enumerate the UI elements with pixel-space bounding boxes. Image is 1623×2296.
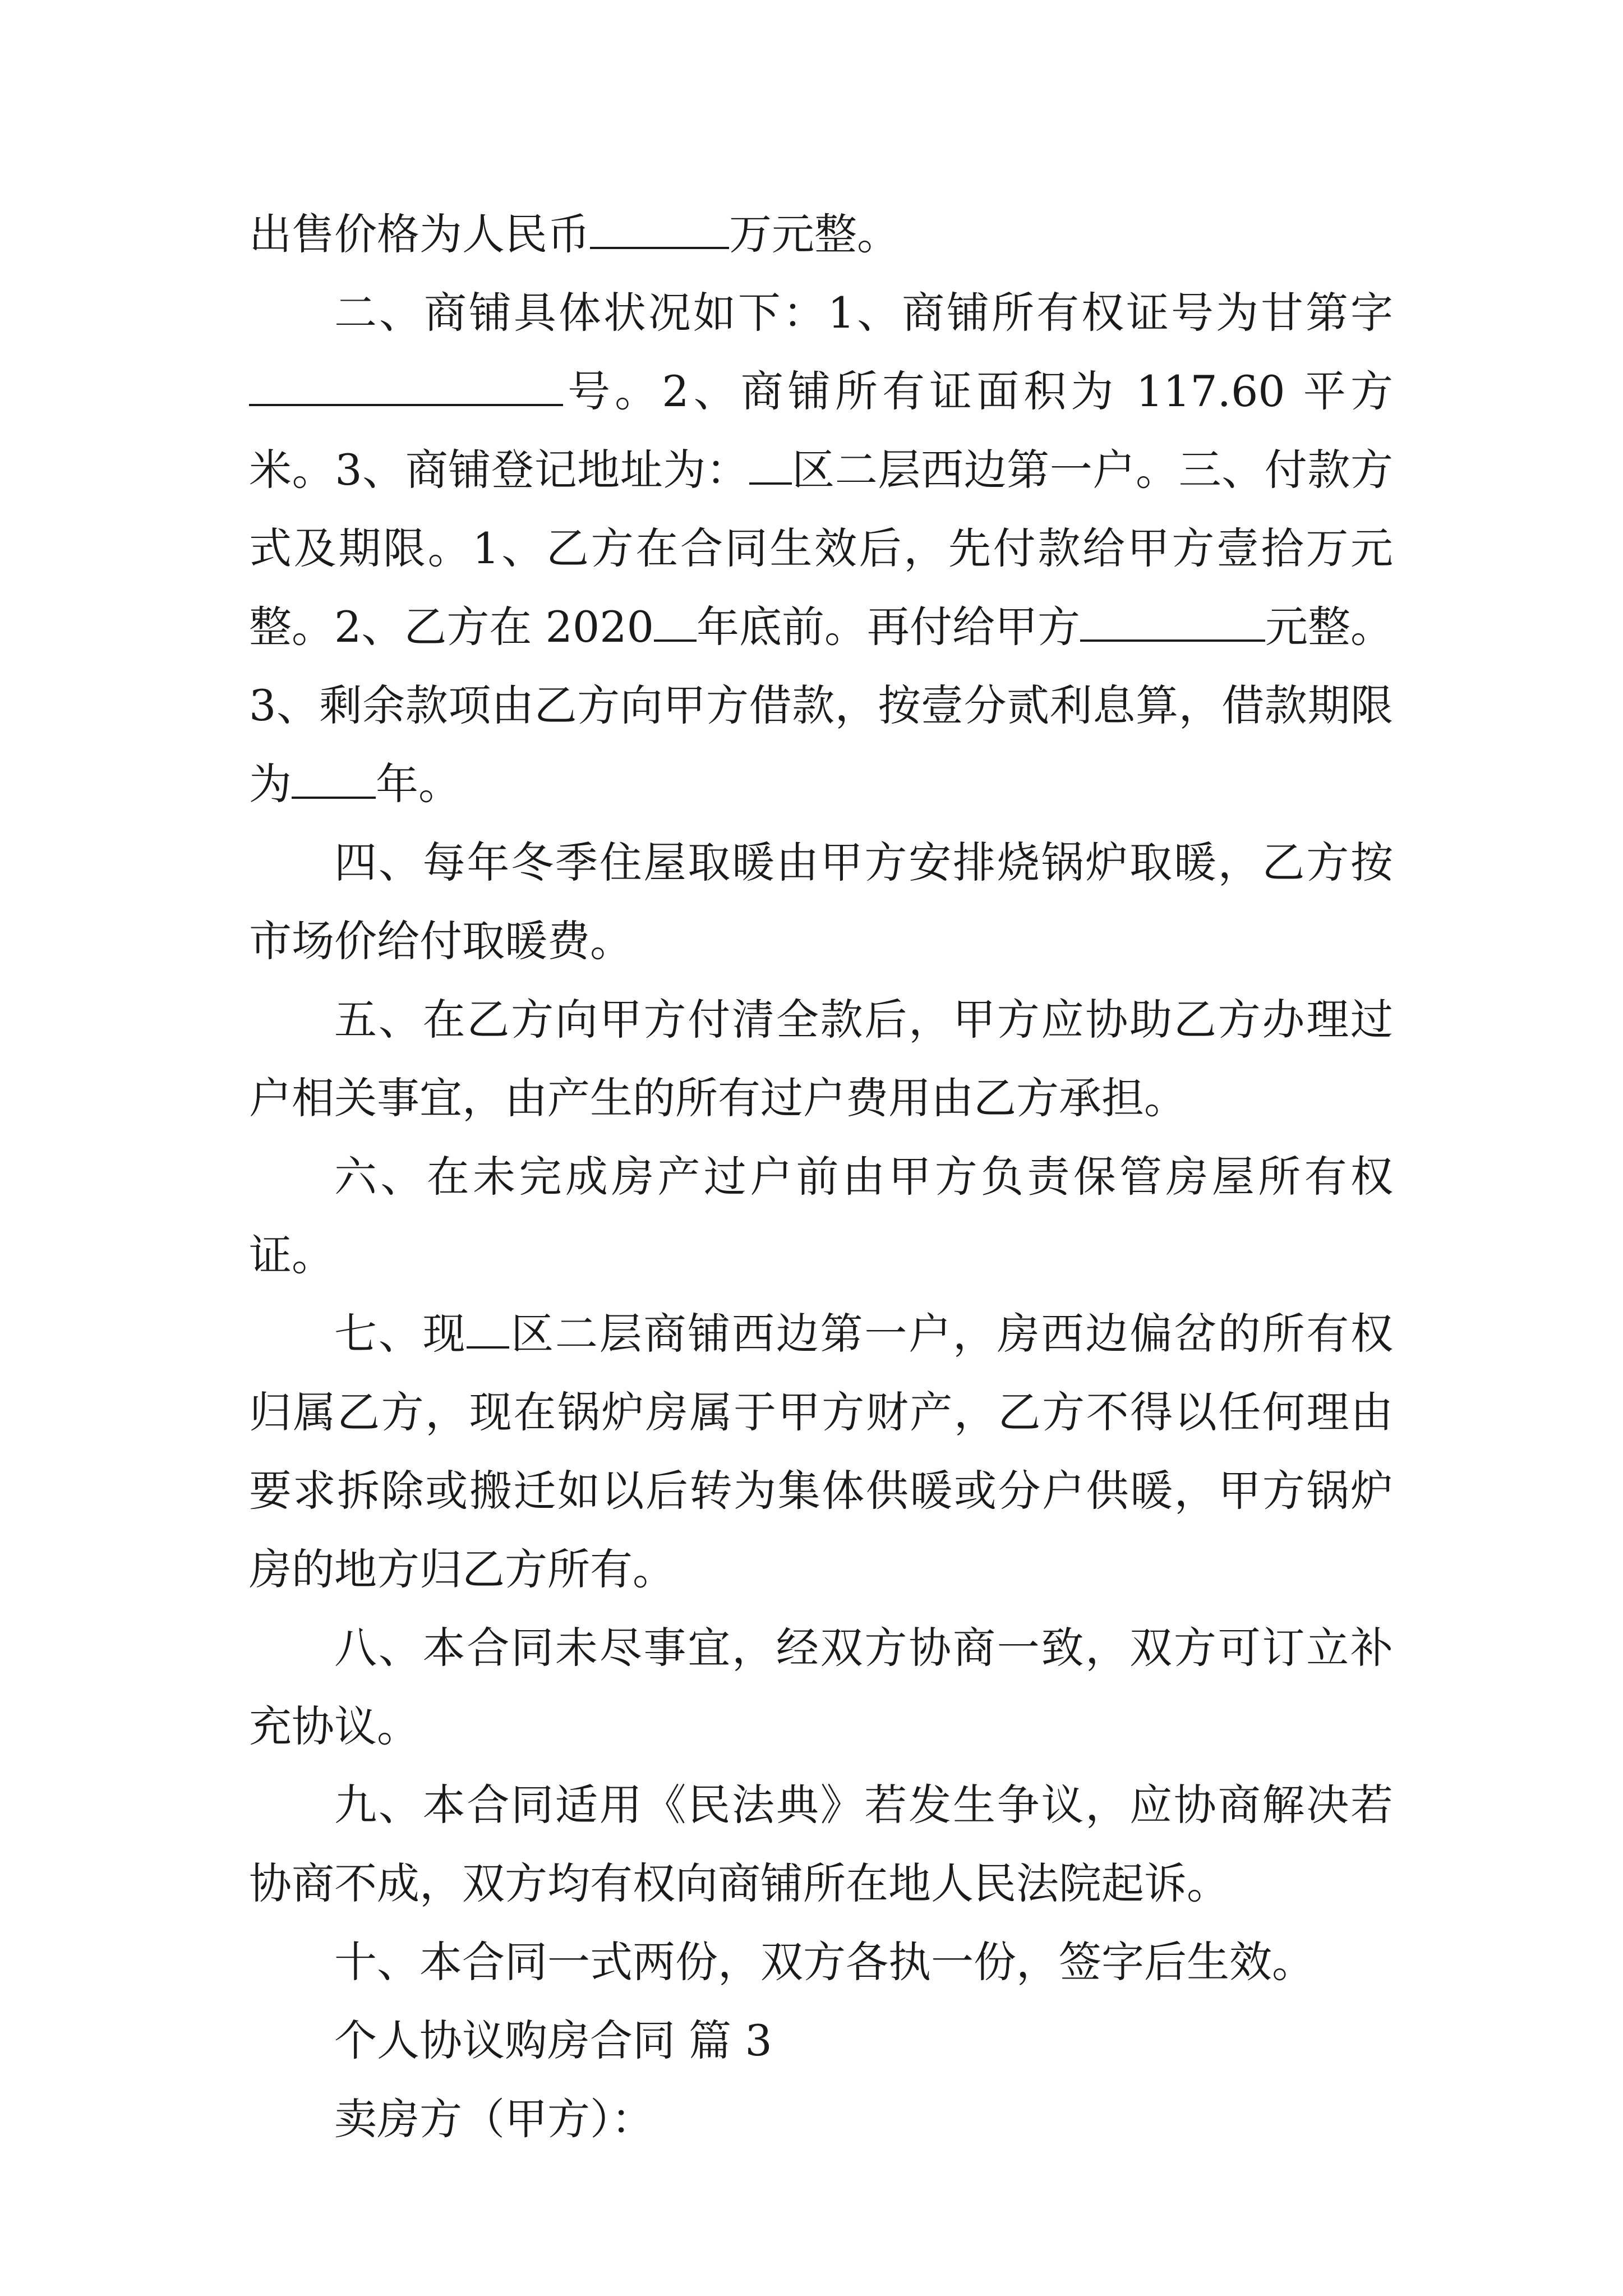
payment-amount-blank	[1080, 608, 1265, 642]
heating-paragraph: 四、每年冬季住屋取暖由甲方安排烧锅炉取暖，乙方按市场价给付取暖费。	[249, 838, 1393, 966]
ownership-paragraph	[249, 1295, 1393, 1609]
section-heading: 个人协议购房合同 篇 3	[334, 2016, 772, 2065]
supplement-paragraph: 八、本合同未尽事宜，经双方协商一致，双方可订立补充协议。	[249, 1623, 1393, 1751]
ownership-district-blank	[467, 1315, 509, 1349]
shop-condition-paragraph	[249, 274, 1393, 823]
shop-condition-text-5: 元整。3、剩余款项由乙方向甲方借款，按壹分贰利息算，借款期限为	[249, 602, 1393, 809]
ownership-text-1: 七、现	[334, 1309, 467, 1359]
price-blank	[590, 215, 729, 249]
certificate-custody-paragraph: 六、在未完成房产过户前由甲方负责保管房屋所有权证。	[249, 1152, 1393, 1280]
ownership-text-2: 区二层商铺西边第一户，房西边偏岔的所有权归属乙方，现在锅炉房属于甲方财产，乙方不得以任何理由要求拆除或搬迁如以后转为集体供暖或分户供暖，甲方锅炉房的地方归乙方所有。	[249, 1309, 1394, 1594]
certificate-number-blank	[249, 372, 563, 406]
shop-condition-text-2: 号。2、商铺所有证面积为 117.60 平方米。3、商铺登记地址为：	[249, 366, 1393, 495]
dispute-paragraph: 九、本合同适用《民法典》若发生争议，应协商解决若协商不成，双方均有权向商铺所在地人民法院起诉。	[249, 1780, 1393, 1908]
district-blank	[749, 451, 792, 485]
price-paragraph	[249, 195, 1393, 274]
shop-condition-text-1: 二、商铺具体状况如下：1、商铺所有权证号为甘第字	[334, 288, 1393, 338]
shop-condition-text-3: 区二层西边第一户。三、付款方式及期限。1、乙方在合同生效后，先付款给甲方壹拾万元整。2、乙方在 2020	[249, 445, 1393, 652]
year-blank	[654, 608, 697, 642]
document-body	[249, 195, 1393, 2159]
seller-label: 卖房方（甲方）：	[334, 2094, 654, 2144]
price-text-end: 万元整。	[729, 209, 900, 259]
shop-condition-text-4: 年底前。再付给甲方	[696, 602, 1080, 652]
shop-condition-text-6: 年。	[376, 759, 461, 809]
copies-paragraph: 十、本合同一式两份，双方各执一份，签字后生效。	[334, 1937, 1315, 1987]
loan-term-blank	[292, 765, 376, 799]
price-text-start: 出售价格为人民币	[249, 209, 590, 259]
transfer-paragraph: 五、在乙方向甲方付清全款后，甲方应协助乙方办理过户相关事宜，由产生的所有过户费用由乙方承担。	[249, 995, 1393, 1123]
